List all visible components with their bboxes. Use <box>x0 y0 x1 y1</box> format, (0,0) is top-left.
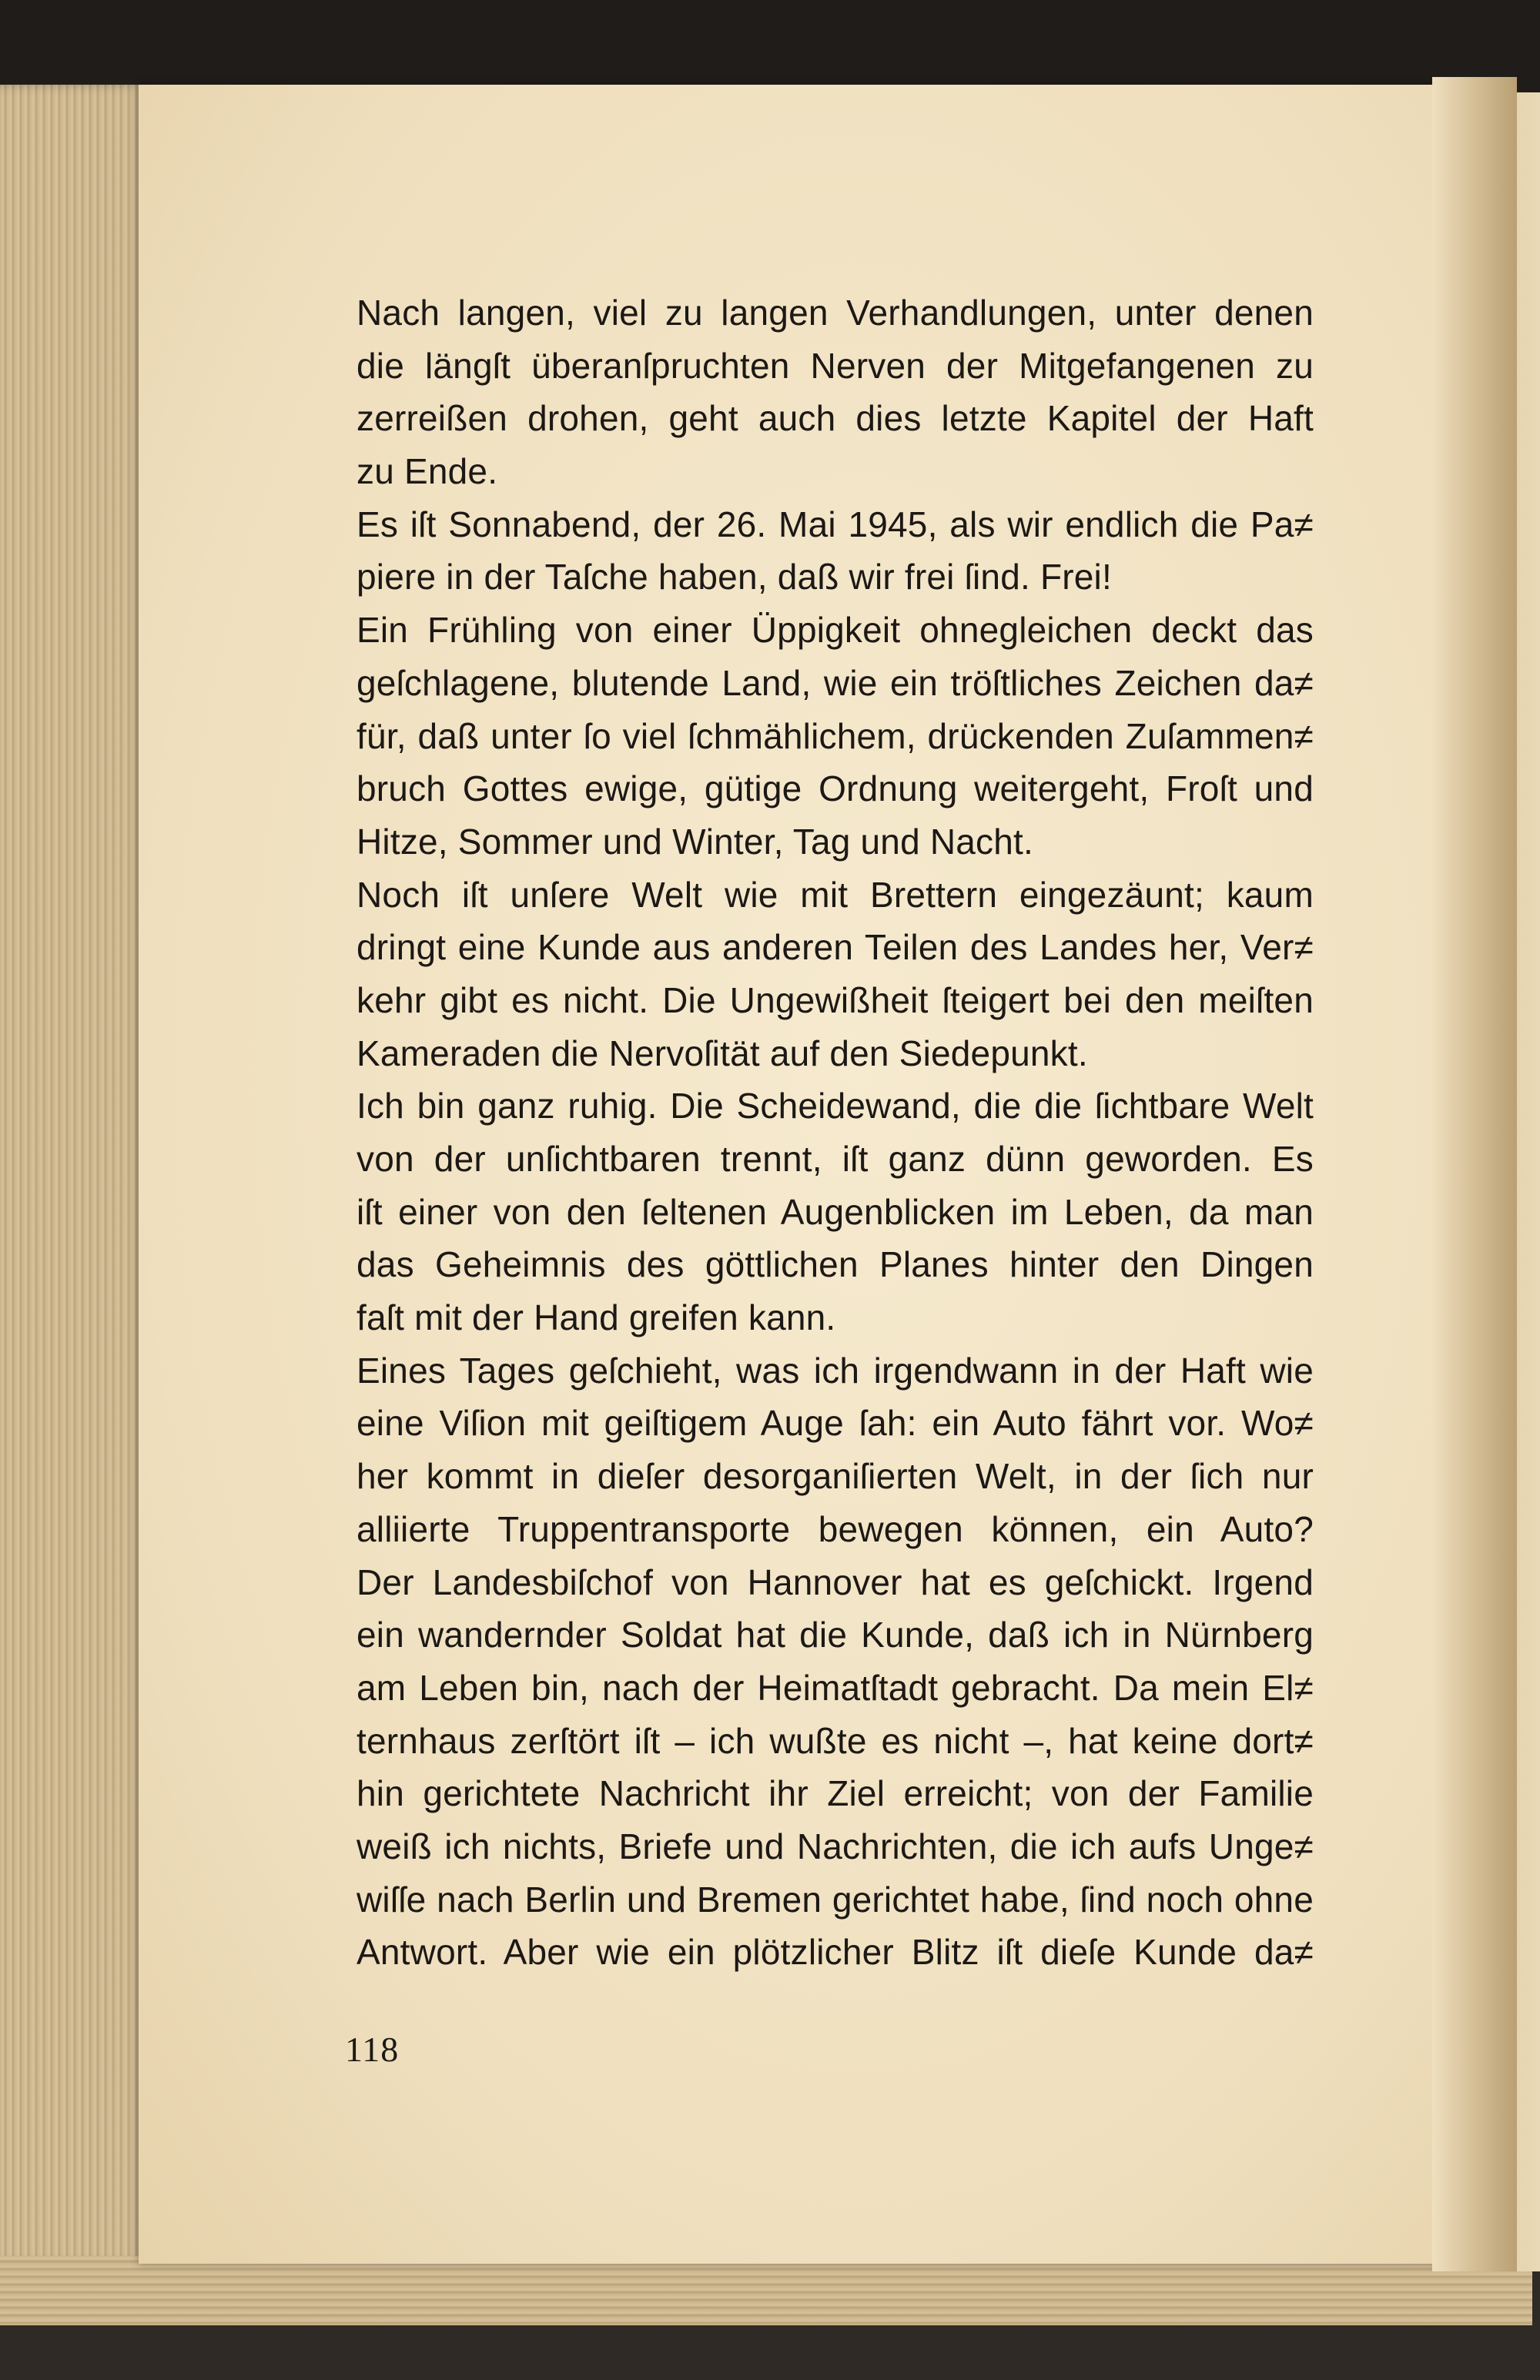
text-line: Hitze, Sommer und Winter, Tag und Nacht. <box>357 821 1033 862</box>
text-line: dringt eine Kunde aus anderen Teilen des Landes her, Ver≠ <box>357 927 1314 968</box>
text-line: faſt mit der Hand greifen kann. <box>357 1297 836 1338</box>
book-page-edges-bottom <box>0 2256 1532 2325</box>
text-line: die längſt überanſpruchten Nerven der Mitgefangenen zu <box>357 345 1314 386</box>
text-line: her kommt in dieſer desorganiſierten Welt, in der ſich nur <box>357 1456 1314 1497</box>
text-line: hin gerichtete Nachricht ihr Ziel erreicht; von der Familie <box>357 1773 1314 1814</box>
text-line: zu Ende. <box>357 451 498 492</box>
page-body-text <box>357 286 1314 1979</box>
text-line: am Leben bin, nach der Heimatſtadt gebracht. Da mein El≠ <box>357 1667 1314 1708</box>
text-line: alliierte Truppentransporte bewegen können, ein Auto? <box>357 1508 1314 1549</box>
book-gutter <box>1432 77 1517 2271</box>
text-line: Ein Frühling von einer Üppigkeit ohnegleichen deckt das <box>357 610 1314 651</box>
text-line: Nach langen, viel zu langen Verhandlungen, unter denen <box>357 293 1314 333</box>
text-line: von der unſichtbaren trennt, iſt ganz dünn geworden. Es <box>357 1139 1314 1179</box>
text-line: Kameraden die Nervoſität auf den Siedepunkt. <box>357 1033 1088 1073</box>
text-line: eine Viſion mit geiſtigem Auge ſah: ein Auto fährt vor. Wo≠ <box>357 1403 1314 1444</box>
page-number: 118 <box>345 2030 400 2069</box>
text-line: zerreißen drohen, geht auch dies letzte Kapitel der Haft <box>357 398 1314 439</box>
text-line: Der Landesbiſchof von Hannover hat es geſchickt. Irgend <box>357 1562 1314 1602</box>
book-page-edges-left <box>0 85 146 2264</box>
text-line: Noch iſt unſere Welt wie mit Brettern eingezäunt; kaum <box>357 874 1314 915</box>
text-line: das Geheimnis des göttlichen Planes hinter den Dingen <box>357 1244 1314 1285</box>
text-line: geſchlagene, blutende Land, wie ein tröſtliches Zeichen da≠ <box>357 662 1314 703</box>
text-line: bruch Gottes ewige, gütige Ordnung weitergeht, Froſt und <box>357 768 1314 809</box>
text-line: für, daß unter ſo viel ſchmählichem, drückenden Zuſammen≠ <box>357 715 1314 756</box>
text-line: piere in der Taſche haben, daß wir frei ſind. Frei! <box>357 557 1112 598</box>
text-line: weiß ich nichts, Briefe und Nachrichten, die ich aufs Unge≠ <box>357 1826 1314 1866</box>
text-line: Antwort. Aber wie ein plötzlicher Blitz iſt dieſe Kunde da≠ <box>357 1932 1314 1973</box>
text-line: Eines Tages geſchieht, was ich irgendwann in der Haft wie <box>357 1350 1314 1391</box>
text-line: ternhaus zerſtört iſt – ich wußte es nicht –, hat keine dort≠ <box>357 1720 1314 1761</box>
text-line: ein wandernder Soldat hat die Kunde, daß ich in Nürnberg <box>357 1615 1314 1655</box>
text-line: wiſſe nach Berlin und Bremen gerichtet habe, ſind noch ohne <box>357 1879 1314 1920</box>
text-line: kehr gibt es nicht. Die Ungewißheit ſteigert bei den meiſten <box>357 979 1314 1020</box>
text-line: iſt einer von den ſeltenen Augenblicken im Leben, da man <box>357 1191 1314 1232</box>
text-line: Ich bin ganz ruhig. Die Scheidewand, die die ſichtbare Welt <box>357 1086 1314 1126</box>
text-line: Es iſt Sonnabend, der 26. Mai 1945, als wir endlich die Pa≠ <box>357 504 1314 544</box>
